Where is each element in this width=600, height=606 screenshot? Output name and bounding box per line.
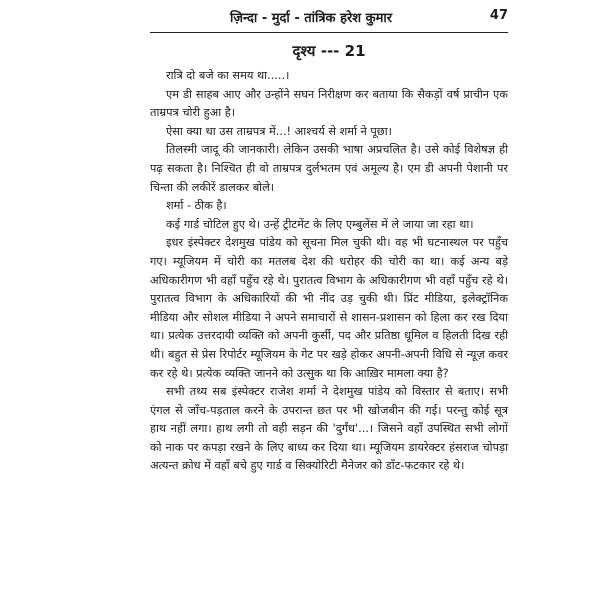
running-header (150, 6, 508, 33)
paragraph: एम डी साहब आए और उन्होंने सघन निरीक्षण कर बताया कि सैकड़ों वर्ष प्राचीन एक ताम्रपत्र चोरी हुआ है। (150, 87, 508, 120)
paragraph: तिलस्मी जादू की जानकारी। लेकिन उसकी भाषा अप्रचलित है। उसे कोई विशेषज्ञ ही पढ़ सकता है। निश्चित ही वो ताम्रपत्र दुर्लभतम एवं अमूल्य है। एम डी अपनी पेशानी पर चिन्ता की लकीरें डालकर बोले। (150, 143, 508, 194)
paragraph: सभी तथ्य सब इंस्पेक्टर राजेश शर्मा ने देशमुख पांडेय को विस्तार से बताए। सभी एंगल से जाँच-पड़ताल करने के उपरान्त छत पर भी खोजबीन की गई। परन्तु कोई सूत्र हाथ नहीं लगा। हाथ लगी तो वही सड़न की 'दुर्गंध'...। जिसने वहाँ उपस्थित सभी लोगों को नाक पर कपड़ा रखने के लिए बाध्य कर दिया था। म्यूजियम डायरेक्टर हंसराज चोपड़ा अत्यन्त क्रोध में वहाँ बचे हुए गार्ड व सिक्योरिटी मैनेजर को डाँट-फटकार रहे थे। (150, 385, 508, 473)
paragraph: शर्मा - ठीक है। (166, 199, 227, 213)
paragraph: ऐसा क्या था उस ताम्रपत्र में...! आश्चर्य से शर्मा ने पूछा। (166, 124, 392, 138)
paragraph: इधर इंस्पेक्टर देशमुख पांडेय को सूचना मिल चुकी थी। वह भी घटनास्थल पर पहुँच गए। म्यूजियम में चोरी का मतलब देश की धरोहर की चोरी का था। कई अन्य बड़े अधिकारीगण भी वहाँ पहुँच रहे थे। पुरातत्व विभाग के अधिकारीगण भी वहाँ पहुँच रहे थे। पुरातत्व विभाग के अधिकारियों की भी नींद उड़ चुकी थी। प्रिंट मीडिया, इलेक्ट्रॉनिक मीडिया और सोशल मीडिया ने अपने समाचारों से शासन-प्रशासन को हिला कर रख दिया था। प्रत्येक उत्तरदायी व्यक्ति को अपनी कुर्सी, पद और प्रतिष्ठा धूमिल व हिलती दिख रही थी। बहुत से प्रेस रिपोर्टर म्यूजियम के गेट पर खड़े होकर अपनी-अपनी विधि से न्यूज़ कवर कर रहे थे। प्रत्येक व्यक्ति जानने को उत्सुक था कि आख़िर मामला क्या है? (150, 236, 508, 380)
paragraph: कई गार्ड चोटिल हुए थे। उन्हें ट्रीटमेंट के लिए एम्बुलेंस में ले जाया जा रहा था। (166, 217, 474, 231)
page-number: 47 (489, 8, 508, 23)
body-text (150, 67, 508, 476)
book-page (0, 6, 600, 606)
paragraph: रात्रि दो बजे का समय था.....। (166, 69, 290, 82)
header-title: ज़िन्दा - मुर्दा - तांत्रिक हरेश कुमार (230, 11, 393, 26)
scene-heading: दृश्य --- 21 (292, 42, 366, 60)
